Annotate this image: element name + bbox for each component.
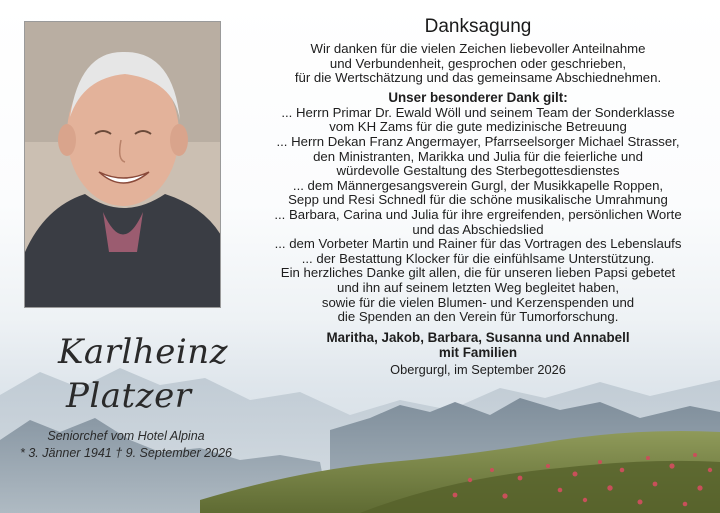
thanks-line: und das Abschiedslied <box>412 221 544 237</box>
deceased-role: Seniorchef vom Hotel Alpina <box>47 429 205 443</box>
thanks-line: würdevolle Gestaltung des Sterbegottesdienstes <box>336 163 620 179</box>
intro-paragraph <box>236 42 720 86</box>
thanks-line: den Ministranten, Marikka und Julia für die feierliche und <box>313 148 643 164</box>
deceased-caption <box>16 428 236 462</box>
first-name: Karlheinz <box>58 332 229 372</box>
thanks-line: ... dem Männergesangsverein Gurgl, der Musikkapelle Roppen, <box>292 177 664 193</box>
deceased-name <box>20 330 230 418</box>
intro-line: für die Wertschätzung und das gemeinsame Abschiednehmen. <box>294 70 662 86</box>
thanks-line: ... dem Vorbeter Martin und Rainer für das Vortragen des Lebenslaufs <box>274 236 682 252</box>
signers-line: mit Familien <box>438 344 518 360</box>
signers-line: Maritha, Jakob, Barbara, Susanna und Annabell <box>326 329 630 345</box>
intro-line: Wir danken für die vielen Zeichen liebevoller Anteilnahme <box>310 41 646 56</box>
thanks-line: ... der Bestattung Klocker für die einfühlsame Unterstützung. <box>301 250 655 266</box>
signers <box>236 330 720 360</box>
thanks-line: sowie für die vielen Blumen- und Kerzenspenden und <box>321 294 635 310</box>
thanks-line: ... Herrn Primar Dr. Ewald Wöll und seinem Team der Sonderklasse <box>281 104 675 120</box>
thanks-line: ... Herrn Dekan Franz Angermayer, Pfarrseelsorger Michael Strasser, <box>276 133 680 149</box>
thanks-line: Ein herzliches Danke gilt allen, die für unseren lieben Papsi gebetet <box>280 265 676 281</box>
thanks-line: vom KH Zams für die gute medizinische Betreuung <box>329 119 627 135</box>
life-dates: * 3. Jänner 1941 † 9. September 2026 <box>20 446 232 460</box>
thanks-line: die Spenden an den Verein für Tumorforschung. <box>337 309 619 325</box>
thanks-text-column <box>236 14 720 379</box>
portrait-photo <box>24 21 221 308</box>
page-title: Danksagung <box>424 16 532 37</box>
intro-line: und Verbundenheit, gesprochen oder geschrieben, <box>329 55 627 71</box>
thanks-line: ... Barbara, Carina und Julia für ihre ergreifenden, persönlichen Worte <box>274 206 682 222</box>
thanks-heading: Unser besonderer Dank gilt: <box>388 89 568 105</box>
thanks-line: Sepp und Resi Schnedl für die schöne musikalische Umrahmung <box>288 192 668 208</box>
thanks-line: und ihn auf seinem letzten Weg begleitet haben, <box>336 279 620 295</box>
place-and-date: Obergurgl, im September 2026 <box>390 361 566 377</box>
last-name: Platzer <box>66 376 192 416</box>
thanks-list <box>236 106 720 325</box>
